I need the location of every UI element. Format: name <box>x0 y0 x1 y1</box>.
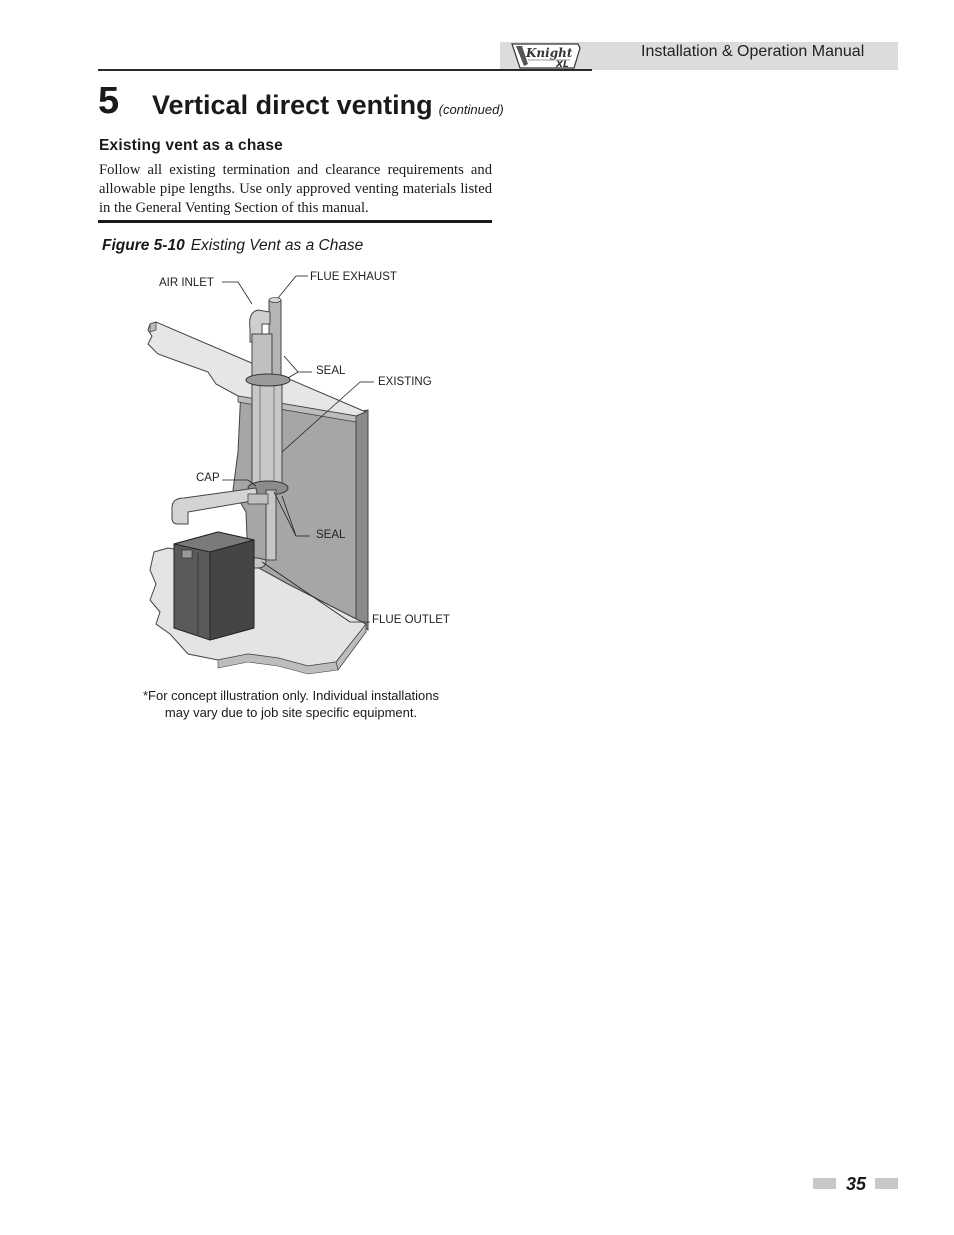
right-wall <box>356 410 368 630</box>
page-bar-right <box>875 1178 898 1189</box>
label-seal-bottom: SEAL <box>316 529 346 541</box>
label-seal-top: SEAL <box>316 365 346 377</box>
section-heading: Existing vent as a chase <box>99 137 283 154</box>
existing-chase <box>252 382 282 492</box>
label-air-inlet: AIR INLET <box>159 277 214 289</box>
svg-text:Knight: Knight <box>526 46 573 60</box>
continued-note: (continued) <box>438 102 504 117</box>
figure-illustration <box>98 262 498 692</box>
figure-note <box>110 687 472 721</box>
figure-note-line2: may vary due to job site specific equipment. <box>164 705 418 720</box>
figure-caption <box>102 237 363 255</box>
chapter-title-text: Vertical direct venting <box>152 90 433 120</box>
manual-title: Installation & Operation Manual <box>641 43 865 60</box>
page-number: 35 <box>845 1174 867 1194</box>
label-flue-exhaust: FLUE EXHAUST <box>310 271 397 283</box>
svg-text:XL: XL <box>556 60 569 70</box>
page-bar-left <box>813 1178 836 1189</box>
chapter-number: 5 <box>98 80 120 122</box>
label-existing: EXISTING <box>378 376 432 388</box>
figure-note-line1: *For concept illustration only. Individual installations <box>142 688 440 703</box>
figure-number: Figure 5-10 <box>102 237 185 254</box>
seal-top <box>246 374 290 386</box>
chapter-title <box>152 89 504 126</box>
section-body: Follow all existing termination and clearance requirements and allowable pipe lengths. Use only approved venting materials listed in the General Venting Section of this manual. <box>99 162 492 216</box>
knight-xl-logo <box>508 40 584 72</box>
label-flue-outlet: FLUE OUTLET <box>372 614 450 626</box>
label-cap: CAP <box>196 472 220 484</box>
section-rule <box>98 220 492 223</box>
figure-title: Existing Vent as a Chase <box>190 237 364 254</box>
